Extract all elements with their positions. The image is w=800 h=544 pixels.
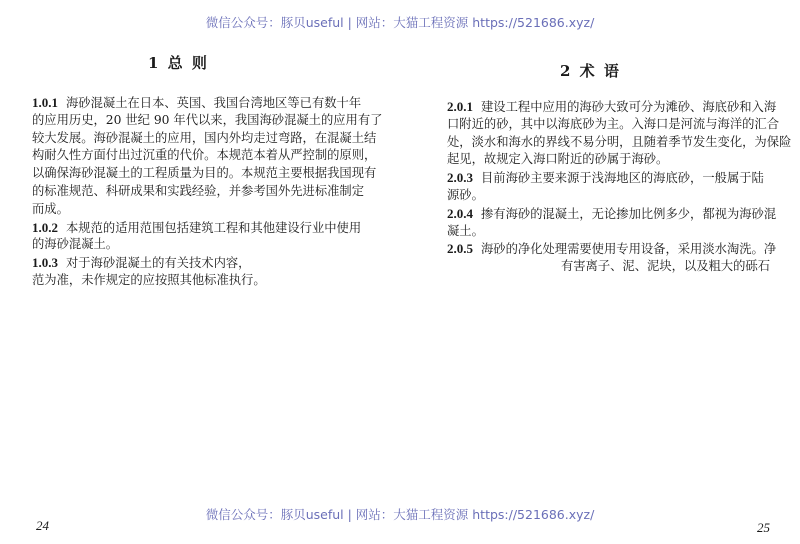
clause-number: 1.0.3 bbox=[32, 255, 58, 271]
clause-line bbox=[447, 205, 782, 223]
left-page-title: 1 总 则 bbox=[148, 54, 209, 72]
clause-line bbox=[447, 134, 792, 152]
clause-text: 以确保海砂混凝土的工程质量为目的。本规范主要根据我国现有 bbox=[32, 166, 377, 181]
clause-text: 建设工程中应用的海砂大致可分为滩砂、海底砂和入海 bbox=[481, 100, 777, 114]
clause-text: 本规范的适用范围包括建筑工程和其他建设行业中使用 bbox=[66, 220, 362, 235]
clause-line bbox=[447, 151, 782, 169]
clause-text: 掺有海砂的混凝土，无论掺加比例多少，都视为海砂混 bbox=[481, 206, 777, 221]
clause-line bbox=[447, 223, 782, 241]
clause-number: 2.0.3 bbox=[447, 170, 473, 186]
clause bbox=[32, 254, 357, 290]
clause-line bbox=[447, 169, 782, 187]
left-page-body bbox=[32, 94, 383, 290]
page-number-left: 24 bbox=[36, 518, 49, 533]
clause-line bbox=[447, 258, 782, 276]
clause-line bbox=[447, 116, 782, 134]
clause-text: 较大发展。海砂混凝土的应用，国内外均走过弯路，在混凝土结 bbox=[32, 130, 377, 145]
clause-line bbox=[447, 240, 782, 258]
clause-line bbox=[32, 165, 377, 183]
right-page-title: 2 术 语 bbox=[560, 62, 621, 80]
clause-text: 范为准，未作规定的应按照其他标准执行。 bbox=[32, 272, 266, 287]
clause-text: 的标准规范、科研成果和实践经验，并参考国外先进标准制定 bbox=[32, 183, 365, 198]
clause-text: 起见，故规定入海口附近的砂属于海砂。 bbox=[447, 152, 669, 167]
clause bbox=[447, 98, 792, 169]
clause bbox=[447, 169, 782, 205]
clause-text: 而成。 bbox=[32, 201, 69, 216]
watermark-top: 微信公众号：豚贝useful | 网站：大猫工程资源 https://521686.xyz/ bbox=[205, 15, 595, 30]
clause-line bbox=[447, 187, 782, 205]
clause-text: 的应用历史，20 世纪 90 年代以来，我国海砂混凝土的应用有了 bbox=[32, 112, 383, 127]
clause-line bbox=[32, 219, 362, 237]
clause-text: 凝土。 bbox=[447, 223, 484, 238]
clause-line bbox=[32, 272, 357, 290]
clause bbox=[32, 94, 383, 219]
clause-line bbox=[447, 98, 782, 116]
page-number-right: 25 bbox=[757, 520, 770, 535]
clause bbox=[32, 219, 362, 255]
clause-number: 1.0.1 bbox=[32, 95, 58, 110]
clause-number: 2.0.5 bbox=[447, 241, 473, 257]
clause-text: 对于海砂混凝土的有关技术内容， bbox=[66, 256, 251, 271]
clause-number: 2.0.4 bbox=[447, 205, 473, 221]
clause-line bbox=[32, 130, 377, 148]
clause bbox=[447, 205, 782, 241]
right-page-body bbox=[447, 98, 792, 276]
clause-line bbox=[32, 112, 383, 130]
clause-text: 口附近的砂，其中以海底砂为主。入海口是河流与海洋的汇合 bbox=[447, 116, 780, 131]
clause-text: 海砂的净化处理需要使用专用设备，采用淡水淘洗。净 bbox=[481, 242, 777, 257]
clause-text: 目前海砂主要来源于浅海地区的海底砂，一般属于陆 bbox=[481, 171, 764, 186]
clause-line bbox=[32, 147, 377, 165]
watermark-bottom: 微信公众号：豚贝useful | 网站：大猫工程资源 https://521686.xyz/ bbox=[205, 507, 595, 522]
clause-line bbox=[32, 183, 365, 201]
clause-text: 源砂。 bbox=[447, 187, 484, 202]
clause bbox=[447, 240, 782, 276]
clause-text: 处，淡水和海水的界线不易分明，且随着季节发生变化，为保险 bbox=[447, 134, 792, 149]
clause-text: 有害离子、泥、泥块，以及粗大的砾石 bbox=[560, 259, 770, 274]
clause-number: 1.0.2 bbox=[32, 219, 58, 235]
clause-line bbox=[32, 201, 357, 219]
clause-line bbox=[32, 94, 362, 112]
clause-text: 海砂混凝土在日本、英国、我国台湾地区等已有数十年 bbox=[66, 96, 362, 110]
clause-line bbox=[32, 254, 357, 272]
clause-line bbox=[32, 236, 357, 254]
clause-number: 2.0.1 bbox=[447, 99, 473, 114]
clause-text: 的海砂混凝土。 bbox=[32, 237, 119, 252]
clause-text: 构耐久性方面付出过沉重的代价。本规范本着从严控制的原则， bbox=[32, 148, 377, 163]
